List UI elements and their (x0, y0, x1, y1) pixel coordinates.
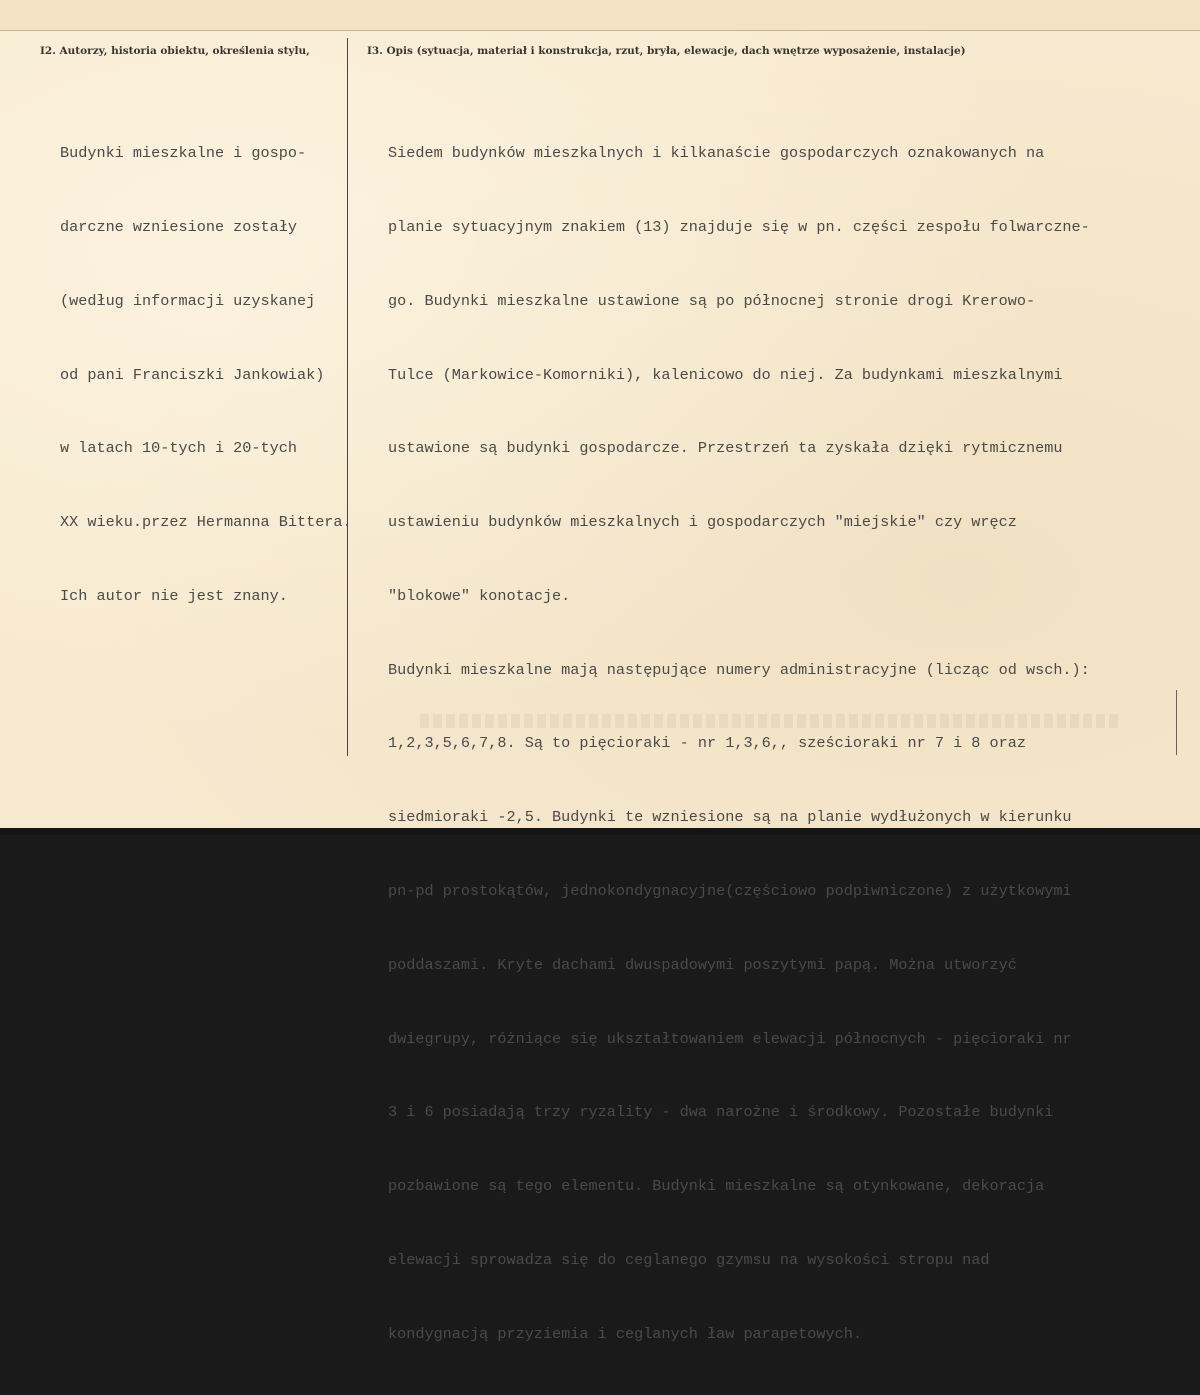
text-line: ustawieniu budynków mieszkalnych i gospodarczych "miejskie" czy wręcz (388, 513, 1017, 532)
scan-bottom-edge (0, 828, 1200, 835)
text-line: ustawione są budynki gospodarcze. Przestrzeń ta zyskała dzięki rytmicznemu (388, 439, 1063, 458)
show-through-text (420, 714, 1120, 728)
section-13-heading: I3. Opis (sytuacja, materiał i konstrukcja, rzut, bryła, elewacje, dach wnętrze wyposażenie, instalacje) (367, 45, 966, 57)
text-line: od pani Franciszki Jankowiak) (60, 365, 325, 384)
text-line: darczne wzniesione zostały (60, 217, 297, 236)
form-edge-line (1176, 690, 1177, 755)
text-line: (według informacji uzyskanej (60, 291, 316, 310)
text-line: Budynki mieszkalne i gospo- (60, 144, 307, 163)
section-12-heading: I2. Autorzy, historia obiektu, określenia stylu, (40, 45, 310, 57)
text-line: siedmioraki -2,5. Budynki te wzniesione są na planie wydłużonych w kierunku (388, 808, 1072, 827)
text-line: Tulce (Markowice-Komorniki), kalenicowo do niej. Za budynkami mieszkalnymi (388, 365, 1063, 384)
text-line: XX wieku.przez Hermanna Bittera. (60, 513, 352, 532)
text-line: Ich autor nie jest znany. (60, 586, 288, 605)
text-line: Budynki mieszkalne mają następujące numery administracyjne (licząc od wsch.): (388, 660, 1090, 679)
text-line: 1,2,3,5,6,7,8. Są to pięcioraki - nr 1,3,6,, sześcioraki nr 7 i 8 oraz (388, 734, 1026, 753)
text-line: elewacji sprowadza się do ceglanego gzymsu na wysokości stropu nad (388, 1250, 990, 1269)
text-line: "blokowe" konotacje. (388, 586, 571, 605)
page-top-margin (0, 0, 1200, 31)
text-line: 3 i 6 posiadają trzy ryzality - dwa narożne i środkowy. Pozostałe budynki (388, 1103, 1054, 1122)
text-line: pozbawione są tego elementu. Budynki mieszkalne są otynkowane, dekoracja (388, 1177, 1045, 1196)
text-line: pn-pd prostokątów, jednokondygnacyjne(częściowo podpiwniczone) z użytkowymi (388, 882, 1072, 900)
text-line: go. Budynki mieszkalne ustawione są po północnej stronie drogi Krerowo- (388, 291, 1036, 310)
description-text (388, 92, 1090, 1395)
text-line: w latach 10-tych i 20-tych (60, 439, 297, 458)
authors-history-text (60, 92, 352, 658)
text-line: kondygnacją przyziemia i ceglanych ław parapetowych. (388, 1324, 862, 1343)
text-line: dwiegrupy, różniące się ukształtowaniem elewacji północnych - pięcioraki nr (388, 1029, 1072, 1048)
text-line: poddaszami. Kryte dachami dwuspadowymi poszytymi papą. Można utworzyć (388, 955, 1017, 974)
text-line: planie sytuacyjnym znakiem (13) znajduje się w pn. części zespołu folwarczne- (388, 217, 1090, 236)
text-line: Siedem budynków mieszkalnych i kilkanaście gospodarczych oznakowanych na (388, 144, 1045, 163)
